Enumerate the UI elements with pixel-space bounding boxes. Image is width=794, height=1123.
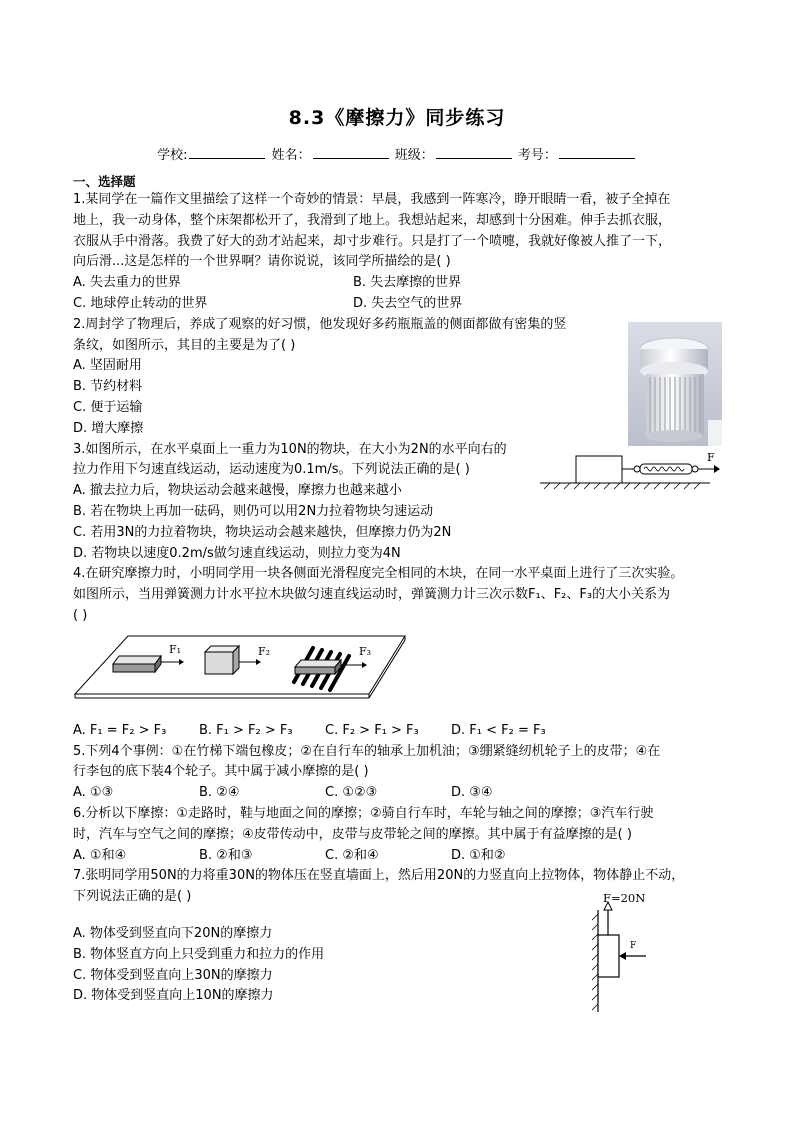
q6-line: 6.分析以下摩擦：①走路时，鞋与地面之间的摩擦；②骑自行车时，车轮与轴之间的摩擦；③汽车行驶	[73, 805, 654, 821]
section-heading: 一、选择题	[73, 174, 136, 189]
q5-option-d[interactable]: D. ③④	[451, 785, 493, 801]
q4-line: 4.在研究摩擦力时，小明同学用一块各侧面光滑程度完全相同的木块，在同一水平桌面上进行了三次实验。	[73, 566, 684, 582]
q1-line: 衣服从手中滑落。我费了好大的劲才站起来，却寸步难行。只是打了一个喷嚏，我就好像被人推了一下，	[73, 233, 672, 249]
q4-f1-label: F₁	[169, 643, 182, 656]
q7-line: 下列说法正确的是( )	[73, 889, 192, 905]
q5-option-b[interactable]: B. ②④	[199, 785, 240, 801]
question-1	[73, 190, 733, 315]
q3-force-label: F	[707, 451, 715, 464]
question-6	[73, 804, 733, 866]
q1-line: 1.某同学在一篇作文里描绘了这样一个奇妙的情景：早晨，我感到一阵寒冷，睁开眼睛一看，被子全掉在	[73, 192, 671, 207]
school-label: 学校:	[157, 148, 188, 163]
q4-line: 如图所示，当用弹簧测力计水平拉木块做匀速直线运动时，弹簧测力计三次示数F₁、F₂、F₃的大小关系为	[73, 587, 671, 603]
q3-option-c[interactable]: C. 若用3N的力拉着物块，物块运动会越来越快，但摩擦力仍为2N	[73, 524, 452, 540]
q7-option-b[interactable]: B. 物体竖直方向上只受到重力和拉力的作用	[73, 946, 325, 962]
name-label: 姓名：	[271, 148, 311, 163]
q6-option-d[interactable]: D. ①和②	[451, 847, 506, 863]
q2-option-d[interactable]: D. 增大摩擦	[73, 420, 144, 436]
q1-option-c[interactable]: C. 地球停止转动的世界	[73, 295, 208, 311]
q5-line: 行李包的底下装4个轮子。其中属于减小摩擦的是( )	[73, 764, 369, 780]
q4-option-b[interactable]: B. F₁ > F₂ > F₃	[199, 722, 293, 738]
class-blank[interactable]	[436, 146, 512, 159]
q1-line: 向后滑...这是怎样的一个世界啊？请你说说，该同学所描绘的是( )	[73, 254, 451, 270]
q1-option-d[interactable]: D. 失去空气的世界	[353, 295, 463, 311]
block-spring-scale-figure	[540, 445, 720, 495]
q3-line: 3.如图所示，在水平桌面上一重力为10N的物块，在大小为2N的水平向右的	[73, 441, 507, 457]
question-5	[73, 742, 733, 804]
q4-option-d[interactable]: D. F₁ < F₂ = F₃	[451, 722, 546, 738]
q1-option-b[interactable]: B. 失去摩擦的世界	[353, 275, 462, 291]
q4-f3-label: F₃	[359, 645, 372, 658]
q3-option-a[interactable]: A. 撤去拉力后，物块运动会越来越慢，摩擦力也越来越小	[73, 483, 402, 499]
q7-option-c[interactable]: C. 物体受到竖直向上30N的摩擦力	[73, 967, 273, 983]
wall-block-figure	[588, 900, 658, 1015]
q5-line: 5.下列4个事例：①在竹梯下端包橡皮；②在自行车的轴承上加机油；③绷紧缝纫机轮子上的皮带；④在	[73, 743, 661, 759]
q3-option-b[interactable]: B. 若在物块上再加一砝码，则仍可以用2N力拉着物块匀速运动	[73, 503, 434, 519]
q1-line: 地上，我一动身体，整个床架都松开了，我滑到了地上。我想站起来，却感到十分困难。伸手去抓衣服，	[73, 212, 672, 228]
q3-option-d[interactable]: D. 若物块以速度0.2m/s做匀速直线运动，则拉力变为4N	[73, 545, 401, 561]
q3-line: 拉力作用下匀速直线运动，运动速度为0.1m/s。下列说法正确的是( )	[73, 462, 470, 478]
exam-no-blank[interactable]	[559, 146, 635, 159]
q2-option-c[interactable]: C. 便于运输	[73, 399, 143, 415]
q7-up-force-label: F=20N	[603, 891, 646, 905]
q7-press-force-label: F	[630, 941, 637, 951]
q6-line: 时，汽车与空气之间的摩擦；④皮带传动中，皮带与皮带轮之间的摩擦。其中属于有益摩擦的是( )	[73, 826, 632, 842]
q5-option-a[interactable]: A. ①③	[73, 785, 114, 801]
q1-option-a[interactable]: A. 失去重力的世界	[73, 275, 181, 291]
q7-option-d[interactable]: D. 物体受到竖直向上10N的摩擦力	[73, 988, 274, 1004]
q6-option-c[interactable]: C. ②和④	[325, 847, 379, 863]
q4-option-a[interactable]: A. F₁ = F₂ > F₃	[73, 722, 167, 738]
bottle-cap-photo	[628, 322, 722, 446]
q2-option-a[interactable]: A. 坚固耐用	[73, 358, 142, 374]
q7-option-a[interactable]: A. 物体受到竖直向下20N的摩擦力	[73, 925, 273, 941]
q5-option-c[interactable]: C. ①②③	[325, 785, 378, 801]
q4-option-c[interactable]: C. F₂ > F₁ > F₃	[325, 722, 419, 738]
q4-f2-label: F₂	[258, 645, 271, 658]
school-blank[interactable]	[189, 146, 265, 159]
q7-line: 7.张明同学用50N的力将重30N的物体压在竖直墙面上，然后用20N的力竖直向上拉物体，物体静止不动，	[73, 868, 685, 884]
student-info-row	[0, 144, 794, 163]
q4-line: ( )	[73, 607, 88, 623]
exam-no-label: 考号：	[517, 148, 557, 163]
q2-line: 2.周封学了物理后，养成了观察的好习惯，他发现好多药瓶瓶盖的侧面都做有密集的竖	[73, 316, 567, 332]
questions	[73, 190, 733, 1007]
q6-option-a[interactable]: A. ①和④	[73, 847, 127, 863]
q6-option-b[interactable]: B. ②和③	[199, 847, 253, 863]
q2-line: 条纹，如图所示，其目的主要是为了( )	[73, 337, 296, 353]
class-label: 班级：	[394, 148, 434, 163]
three-trials-figure	[73, 634, 413, 700]
page-title: 8.3《摩擦力》同步练习	[288, 107, 506, 129]
name-blank[interactable]	[313, 146, 389, 159]
q2-option-b[interactable]: B. 节约材料	[73, 379, 143, 395]
